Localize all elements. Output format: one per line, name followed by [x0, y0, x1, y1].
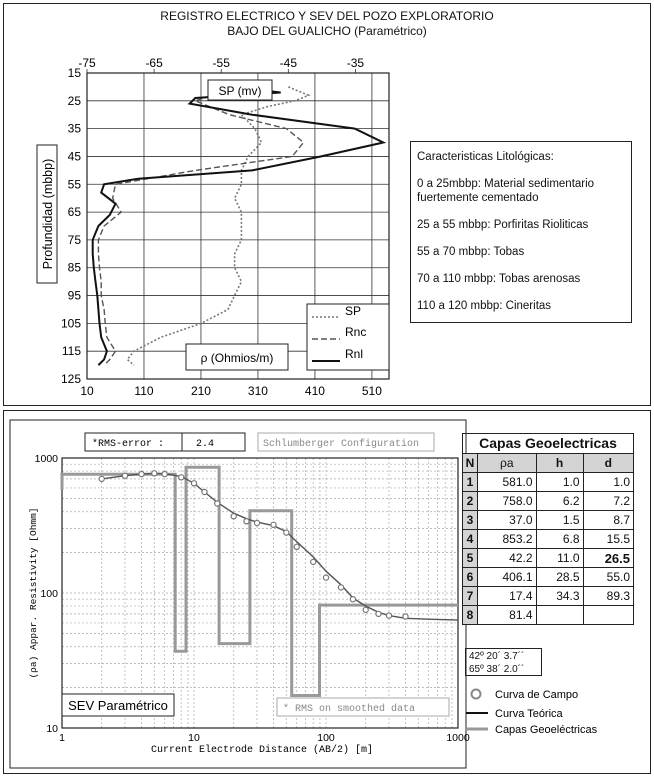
res-tick-label: 10 — [80, 384, 94, 398]
table-row — [463, 473, 634, 492]
field-data-point — [99, 476, 104, 481]
field-data-point — [323, 575, 328, 580]
legend-capas: Capas Geoeléctricas — [495, 724, 598, 736]
field-data-point — [179, 475, 184, 480]
table-cell: 4 — [463, 530, 478, 549]
res-tick-label: 410 — [304, 384, 325, 398]
rms-note: * RMS on smoothed data — [283, 704, 416, 715]
lithology-item: 110 a 120 mbbp: Cineritas — [417, 300, 552, 312]
capas-title: Capas Geoelectricas — [462, 433, 634, 453]
sp-tick-label: -65 — [145, 56, 163, 70]
sev-panel-label: SEV Paramétrico — [68, 698, 168, 713]
depth-tick-label: 25 — [67, 93, 81, 108]
capas-header: ρa — [478, 454, 537, 473]
table-cell: 55.0 — [583, 568, 633, 587]
table-cell: 1 — [463, 473, 478, 492]
depth-tick-label: 65 — [67, 205, 81, 220]
res-tick-label: 510 — [361, 384, 382, 398]
table-cell: 8 — [463, 606, 478, 625]
table-row — [463, 511, 634, 530]
rho-label: ρ (Ohmios/m) — [200, 351, 274, 365]
field-data-point — [403, 614, 408, 619]
lithology-item: 55 a 70 mbbp: Tobas — [417, 246, 525, 258]
field-data-point — [254, 520, 259, 525]
table-cell: 853.2 — [478, 530, 537, 549]
table-row — [463, 530, 634, 549]
field-data-point — [122, 473, 127, 478]
table-cell: 758.0 — [478, 492, 537, 511]
depth-tick-label: 45 — [67, 149, 81, 164]
legend-rnl: Rnl — [345, 347, 364, 361]
res-tick-label: 310 — [247, 384, 268, 398]
theoretical-curve — [102, 473, 458, 620]
depth-tick-label: 95 — [67, 288, 81, 303]
field-data-point — [152, 471, 157, 476]
table-cell — [536, 606, 583, 625]
layers-step-line — [62, 467, 458, 695]
table-cell: 26.5 — [583, 549, 633, 568]
sev-x-tick-label: 100 — [317, 732, 335, 744]
table-cell: 7 — [463, 587, 478, 606]
legend-rnc: Rnc — [345, 325, 367, 339]
sev-grid — [62, 458, 458, 728]
table-cell: 5 — [463, 549, 478, 568]
table-cell: 34.3 — [536, 587, 583, 606]
sev-y-tick-label: 1000 — [34, 453, 58, 465]
legend-campo: Curva de Campo — [495, 689, 579, 701]
longitude: 65º 38´ 2.0´´ — [469, 664, 525, 675]
depth-tick-label: 55 — [67, 177, 81, 192]
table-row — [463, 606, 634, 625]
sev-curves — [62, 467, 458, 695]
sp-tick-label: -55 — [212, 56, 230, 70]
sp-tick-label: -75 — [78, 56, 96, 70]
sev-chart — [0, 410, 470, 778]
field-data-point — [139, 472, 144, 477]
resistivity-axis-ticks — [80, 384, 382, 398]
depth-axis-ticks — [61, 66, 81, 386]
field-data-point — [215, 501, 220, 506]
rms-label: *RMS-error : — [92, 439, 165, 450]
field-data-point — [338, 585, 343, 590]
sp-tick-label: -45 — [279, 56, 298, 70]
sev-y-tick-label: 100 — [40, 588, 58, 600]
table-cell: 8.7 — [583, 511, 633, 530]
field-data-point — [284, 530, 289, 535]
depth-axis-label: Profundidad (mbbp) — [41, 158, 55, 270]
table-row — [463, 568, 634, 587]
sp-label: SP (mv) — [218, 84, 262, 98]
table-cell: 1.5 — [536, 511, 583, 530]
main-title-line2: BAJO DEL GUALICHO (Paramétrico) — [227, 24, 427, 38]
depth-tick-label: 105 — [60, 316, 81, 331]
table-cell: 89.3 — [583, 587, 633, 606]
field-data-point — [244, 519, 249, 524]
legend-teorica: Curva Teórica — [495, 708, 563, 720]
field-data-point — [191, 481, 196, 486]
table-cell: 406.1 — [478, 568, 537, 587]
table-row — [463, 492, 634, 511]
depth-tick-label: 125 — [60, 372, 81, 386]
field-data-point — [202, 489, 207, 494]
field-data-point — [386, 613, 391, 618]
sev-x-axis-label: Current Electrode Distance (AB/2) [m] — [150, 745, 374, 756]
capas-table — [462, 433, 634, 625]
lithology-heading: Caracteristicas Litológicas: — [417, 151, 554, 163]
lithology-item: 70 a 110 mbbp: Tobas arenosas — [417, 273, 581, 285]
latitude: 42º 20´ 3.7´´ — [469, 651, 525, 662]
lithology-item: 25 a 55 mbbp: Porfiritas Rioliticas — [417, 219, 589, 231]
field-data-point — [162, 472, 167, 477]
depth-tick-label: 85 — [67, 260, 81, 275]
res-tick-label: 110 — [134, 384, 154, 398]
field-data-point — [271, 522, 276, 527]
lithology-box — [410, 141, 632, 323]
capas-header: h — [536, 454, 583, 473]
sev-y-tick-label: 10 — [46, 723, 58, 735]
sp-axis-ticks — [78, 56, 364, 70]
sev-x-tick-label: 1000 — [446, 732, 470, 744]
table-cell: 17.4 — [478, 587, 537, 606]
table-cell: 2 — [463, 492, 478, 511]
table-cell: 11.0 — [536, 549, 583, 568]
table-cell: 1.0 — [583, 473, 633, 492]
depth-tick-label: 35 — [67, 121, 81, 136]
sev-x-tick-label: 1 — [59, 732, 65, 744]
rms-value: 2.4 — [196, 439, 215, 450]
depth-tick-label: 115 — [61, 344, 81, 359]
lithology-item: 0 a 25mbbp: Material sedimentario fuertemente cementado — [417, 178, 595, 204]
table-row — [463, 587, 634, 606]
coordinates-box — [465, 648, 542, 676]
field-data-point — [376, 611, 381, 616]
legend-campo-marker — [472, 690, 481, 699]
capas-header: N — [463, 454, 478, 473]
sev-x-tick-label: 10 — [188, 732, 200, 744]
main-title-line1: REGISTRO ELECTRICO Y SEV DEL POZO EXPLORATORIO — [160, 9, 494, 23]
table-cell — [583, 606, 633, 625]
table-cell: 15.5 — [583, 530, 633, 549]
sp-tick-label: -35 — [346, 56, 365, 70]
res-tick-label: 210 — [190, 384, 211, 398]
table-row — [463, 549, 634, 568]
table-cell: 81.4 — [478, 606, 537, 625]
field-data-point — [350, 597, 355, 602]
table-cell: 581.0 — [478, 473, 537, 492]
field-data-point — [363, 607, 368, 612]
table-cell: 6.2 — [536, 492, 583, 511]
table-cell: 3 — [463, 511, 478, 530]
table-cell: 1.0 — [536, 473, 583, 492]
capas-header: d — [583, 454, 633, 473]
field-data-point — [231, 514, 236, 519]
table-cell: 6 — [463, 568, 478, 587]
table-cell: 42.2 — [478, 549, 537, 568]
table-cell: 7.2 — [583, 492, 633, 511]
table-cell: 28.5 — [536, 568, 583, 587]
sev-legend — [462, 682, 642, 742]
table-cell: 37.0 — [478, 511, 537, 530]
field-data-point — [294, 544, 299, 549]
config-label: Schlumberger Configuration — [263, 439, 420, 450]
depth-tick-label: 15 — [67, 66, 81, 80]
sev-y-axis-label: (ρa) Appar. Resistivity [Ohmm] — [28, 507, 39, 679]
field-data-point — [311, 559, 316, 564]
depth-tick-label: 75 — [67, 232, 81, 247]
legend-sp: SP — [345, 304, 362, 318]
table-cell: 6.8 — [536, 530, 583, 549]
